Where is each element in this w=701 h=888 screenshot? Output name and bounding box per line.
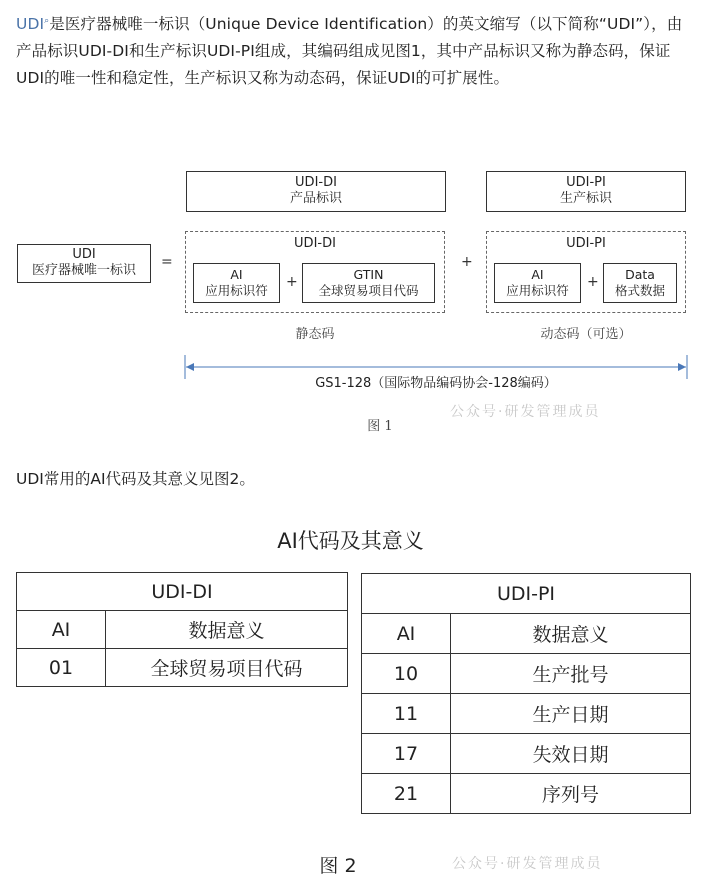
udi-pi-row-meaning: 失效日期 — [451, 734, 691, 774]
udi-pi-col-ai: AI — [362, 614, 451, 654]
udi-box-sub: 医疗器械唯一标识 — [31, 263, 136, 278]
data-sub: 格式数据 — [614, 283, 665, 298]
top-udi-di-sub: 产品标识 — [289, 191, 342, 206]
udi-di-table-header: UDI-DI — [17, 573, 348, 611]
top-udi-di-title: UDI-DI — [295, 175, 337, 190]
di-caption: 静态码 — [295, 327, 335, 342]
di-ai-box — [193, 263, 280, 303]
di-group-title: UDI-DI — [294, 236, 336, 251]
figure-1-label: 图 1 — [367, 419, 393, 434]
pi-ai-title: AI — [531, 267, 544, 282]
udi-di-row-meaning: 全球贸易项目代码 — [106, 649, 348, 687]
table-row — [362, 654, 691, 694]
udi-pi-row-meaning: 生产批号 — [451, 654, 691, 694]
pi-plus-sign: + — [587, 274, 599, 290]
table-row — [17, 649, 348, 687]
table-row — [362, 734, 691, 774]
table-row — [362, 774, 691, 814]
udi-di-col-meaning: 数据意义 — [106, 611, 348, 649]
gs1-label: GS1-128（国际物品编码协会-128编码） — [315, 376, 557, 391]
watermark-1: 公众号·研发管理成员 — [450, 404, 601, 420]
di-ai-title: AI — [230, 267, 243, 282]
gtin-sub: 全球贸易项目代码 — [318, 283, 419, 298]
gtin-title: GTIN — [353, 267, 384, 282]
udi-link[interactable]: UDI — [16, 15, 45, 34]
data-box — [603, 263, 677, 303]
udi-pi-row-ai: 10 — [362, 654, 451, 694]
table-row — [362, 694, 691, 734]
udi-box-title: UDI — [72, 247, 96, 262]
udi-box — [17, 244, 151, 283]
main-plus-sign: + — [461, 254, 473, 270]
mid-text: UDI常用的AI代码及其意义见图2。 — [16, 470, 255, 488]
udi-pi-row-ai: 21 — [362, 774, 451, 814]
di-ai-sub: 应用标识符 — [205, 283, 268, 298]
udi-pi-row-meaning: 序列号 — [451, 774, 691, 814]
pi-ai-sub: 应用标识符 — [506, 283, 569, 298]
top-udi-pi-sub: 生产标识 — [559, 191, 612, 206]
equals-sign: = — [161, 254, 173, 270]
intro-paragraph — [16, 8, 692, 92]
pi-caption: 动态码（可选） — [540, 327, 632, 342]
udi-di-table — [16, 572, 348, 687]
udi-pi-col-meaning: 数据意义 — [451, 614, 691, 654]
udi-pi-table-header: UDI-PI — [362, 574, 691, 614]
udi-pi-table — [361, 573, 691, 814]
udi-di-row-ai: 01 — [17, 649, 106, 687]
watermark-2: 公众号·研发管理成员 — [452, 856, 603, 872]
data-title: Data — [625, 267, 655, 282]
intro-text: 是医疗器械唯一标识（Unique Device Identification）的英文缩写（以下简称“UDI”），由产品标识UDI-DI和生产标识UDI-PI组成，其编码组成见图1，其中产品标识又称为静态码，保证UDI的唯一性和稳定性，生产标识又称为动态码，保证UDI的可扩展性。 — [16, 15, 683, 88]
gtin-box — [302, 263, 435, 303]
di-plus-sign: + — [286, 274, 298, 290]
figure-2-label: 图 2 — [319, 855, 357, 877]
pi-group-title: UDI-PI — [566, 236, 606, 251]
pi-ai-box — [494, 263, 581, 303]
udi-di-col-ai: AI — [17, 611, 106, 649]
search-icon[interactable]: ⌕ — [44, 16, 50, 26]
top-udi-pi-box — [486, 171, 686, 212]
top-udi-di-box — [186, 171, 446, 212]
udi-pi-row-ai: 11 — [362, 694, 451, 734]
figure-2-title: AI代码及其意义 — [277, 529, 424, 553]
udi-pi-row-ai: 17 — [362, 734, 451, 774]
top-udi-pi-title: UDI-PI — [566, 175, 606, 190]
udi-pi-row-meaning: 生产日期 — [451, 694, 691, 734]
